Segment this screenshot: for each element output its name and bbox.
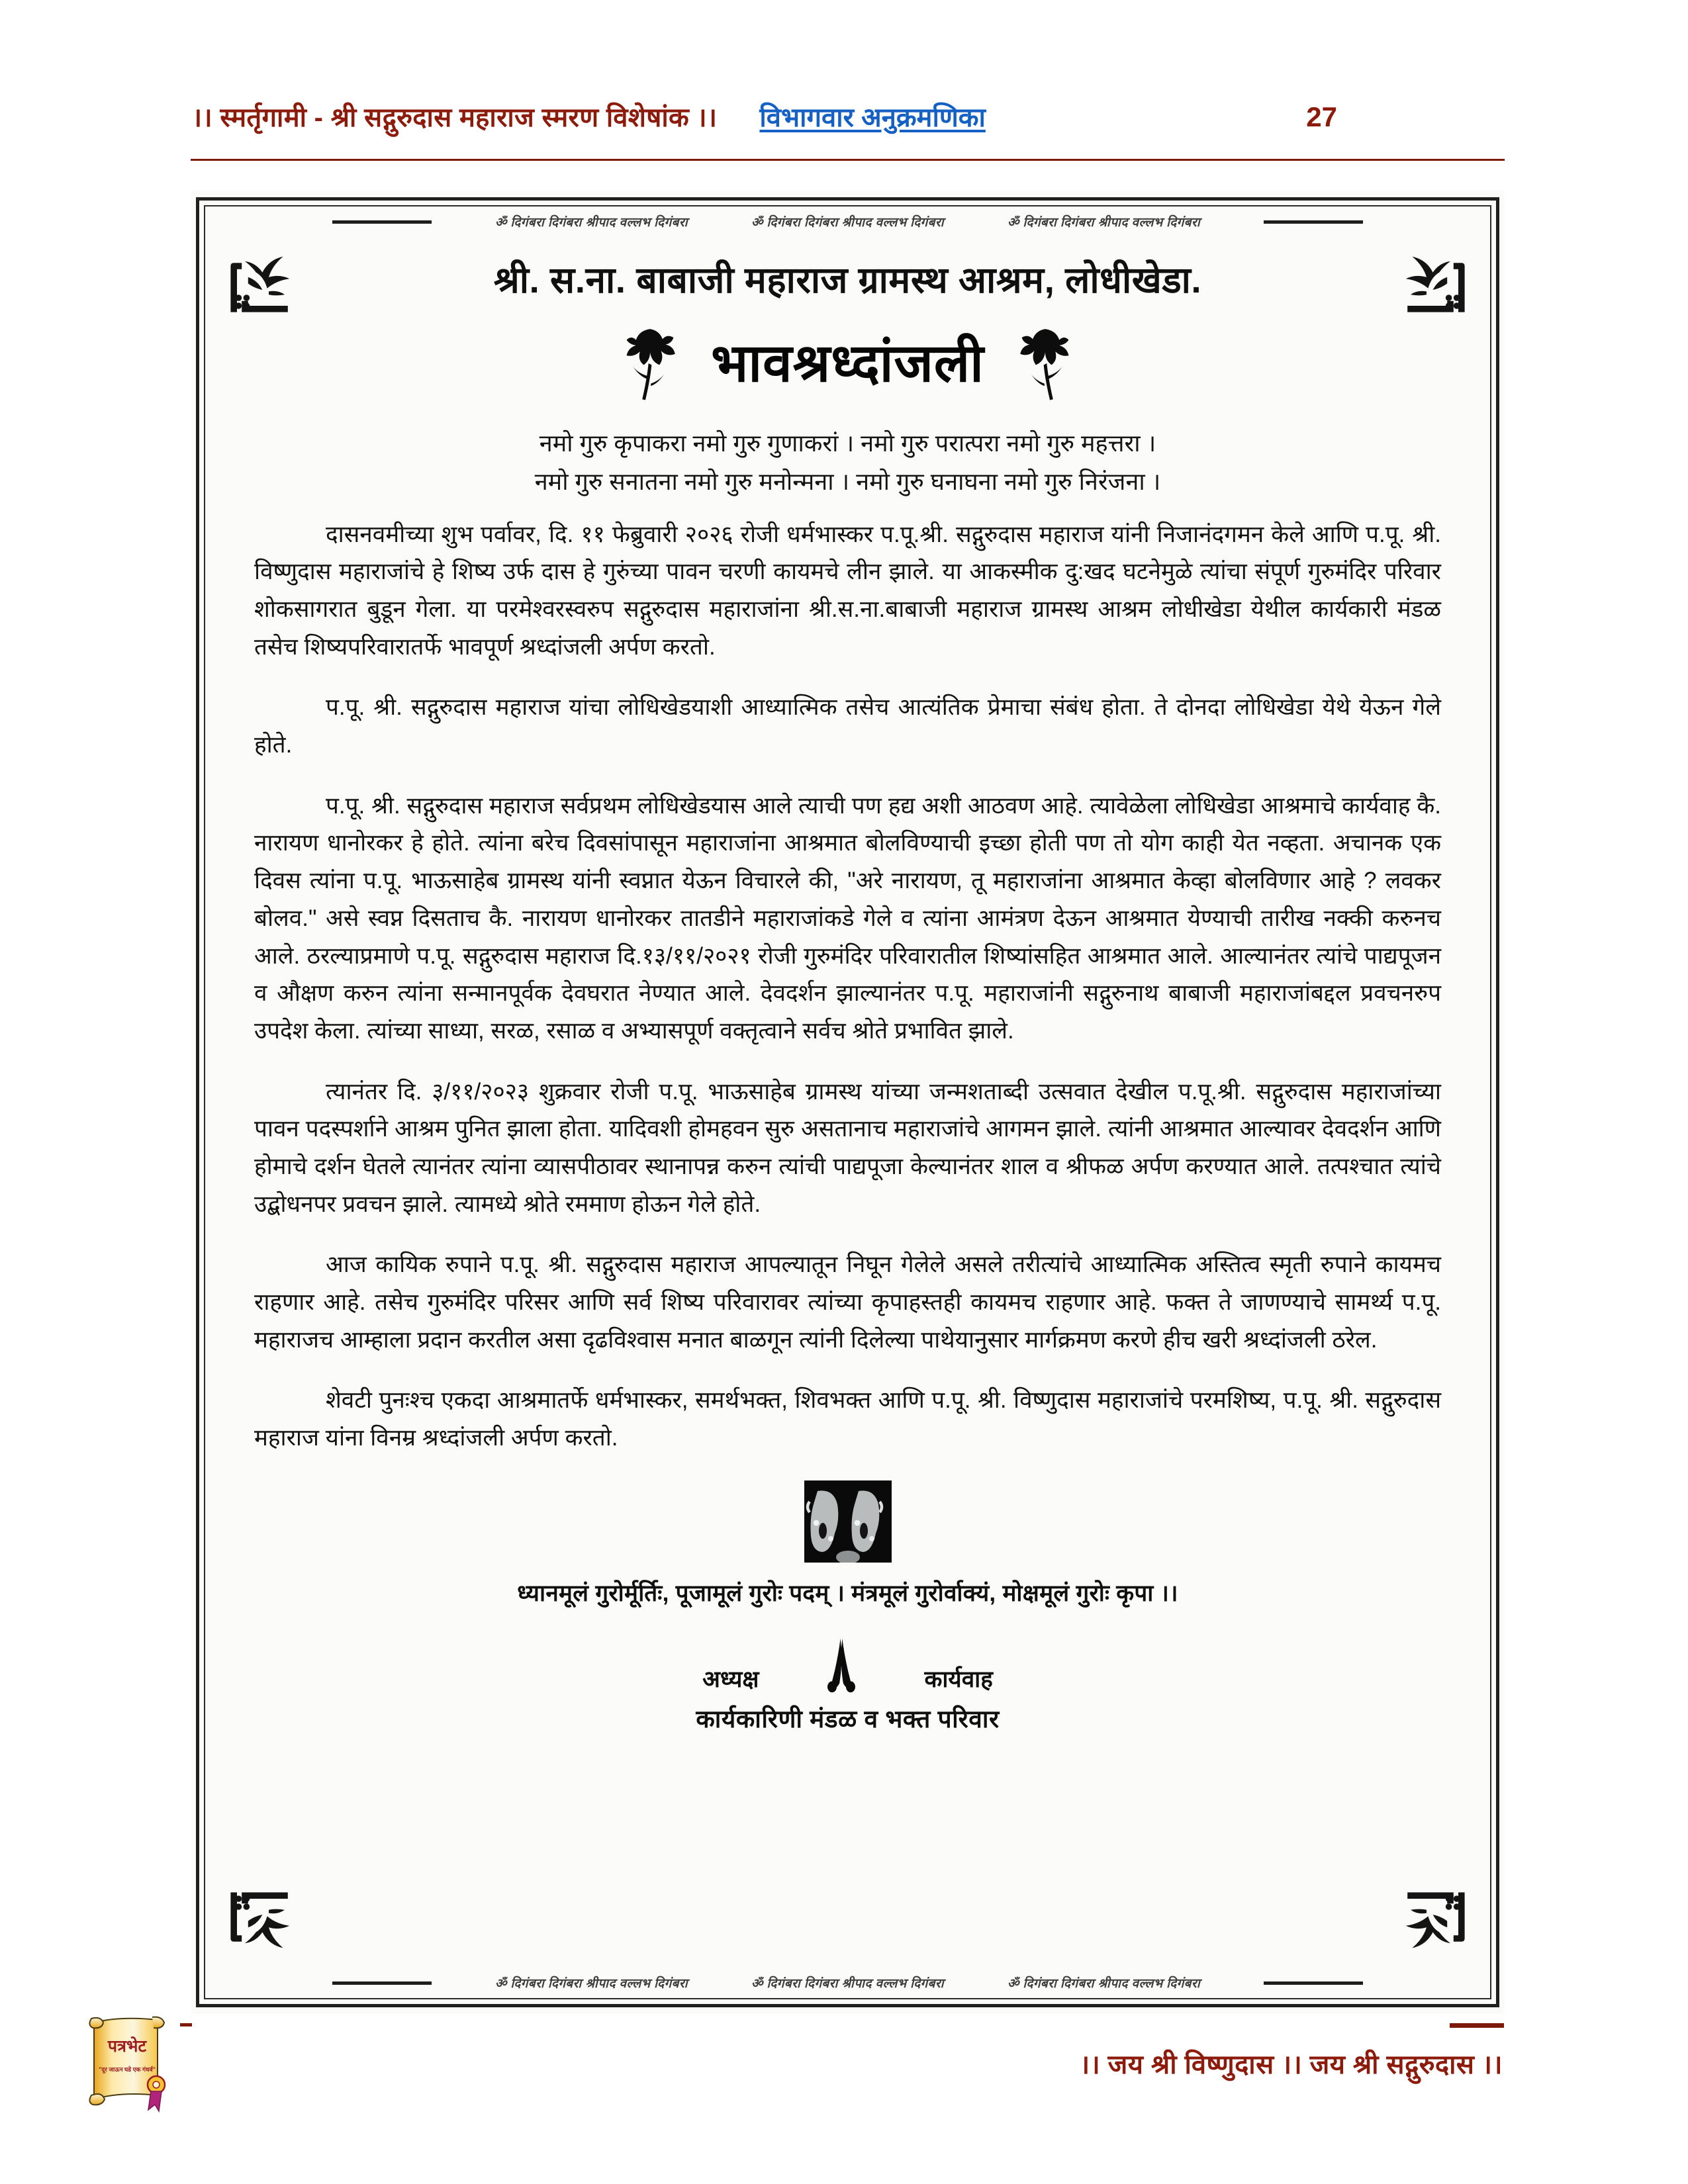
notice-body xyxy=(254,248,1441,1961)
border-mantra-strip-bottom xyxy=(217,1972,1478,1994)
notice-paragraph: शेवटी पुनःश्च एकदा आश्रमातर्फे धर्मभास्कर, समर्थभक्त, शिवभक्त आणि प.पू. श्री. विष्णुदास महाराजांचे परमशिष्य, प.पू. श्री. सद्गुरुदास महाराज यांना विनम्र श्रध्दांजली अर्पण करतो. xyxy=(254,1387,1441,1451)
footer-divider-right xyxy=(1450,2023,1504,2028)
invocation-verses xyxy=(254,424,1441,502)
notice-paragraph: प.पू. श्री. सद्गुरुदास महाराज सर्वप्रथम लोधिखेडयास आले त्याची पण हद्य अशी आठवण आहे. त्यावेळेला लोधिखेडा आश्रमाचे कार्यवाह कै. नारायण धानोरकर हे होते. त्यांना बरेच दिवसांपासून महाराजांना आश्रमात बोलविण्याची इच्छा होती पण तो योग काही येत नव्हता. अचानक एक दिवस त्यांना प.पू. भाऊसाहेब ग्रामस्थ यांनी स्वप्नात येऊन विचारले की, "अरे नारायण, तू महाराजांना आश्रमात केव्हा बोलविणार आहे ? लवकर बोलव." असे स्वप्न दिसताच कै. नारायण धानोरकर तातडीने महाराजांकडे गेले व त्यांना आमंत्रण देऊन आश्रमात येण्याची तारीख नक्की करुनच आले. ठरल्याप्रमाणे प.पू. सद्गुरुदास महाराज दि.१३/११/२०२१ रोजी गुरुमंदिर परिवारातील शिष्यांसहित आश्रमात आले. आल्यानंतर त्यांचे पाद्यपूजन व औक्षण करुन त्यांना सन्मानपूर्वक देवघरात नेण्यात आले. देवदर्शन झाल्यानंतर प.पू. महाराजांनी सद्गुरुनाथ बाबाजी महाराजांबद्दल प्रवचनरुप उपदेश केला. त्यांच्या साध्या, सरळ, रसाळ व अभ्यासपूर्ण वक्तृत्वाने सर्वच श्रोते प्रभावित झाले. xyxy=(254,792,1441,1044)
footer-divider-left xyxy=(180,2023,192,2026)
notice-paragraph: त्यानंतर दि. ३/११/२०२३ शुक्रवार रोजी प.पू. भाऊसाहेब ग्रामस्थ यांच्या जन्मशताब्दी उत्सवात देखील प.पू.श्री. सद्गुरुदास महाराजांच्या पावन पदस्पर्शाने आश्रम पुनित झाला होता. यादिवशी होमहवन सुरु असतानाच महाराजांचे आगमन झाले. त्यांनी आश्रमात आल्यावर देवदर्शन आणि होमाचे दर्शन घेतले त्यानंतर त्यांना व्यासपीठावर स्थानापन्न करुन त्यांची पाद्यपूजा केल्यानंतर शाल व श्रीफळ अर्पण करण्यात आले. तत्पश्चात त्यांचे उद्बोधनपर प्रवचन झाले. त्यामध्ये श्रोते रममाण होऊन गेले होते. xyxy=(254,1078,1441,1217)
border-mantra-text: ॐ दिगंबरा दिगंबरा श्रीपाद वल्लभ दिगंबरा xyxy=(1008,1977,1201,1991)
organization-name: श्री. स.ना. बाबाजी महाराज ग्रामस्थ आश्रम, लोधीखेडा. xyxy=(493,259,1202,300)
signatory-secretary: कार्यवाह xyxy=(924,1666,993,1692)
index-link[interactable]: विभागवार अनुक्रमणिका xyxy=(759,103,986,132)
border-mantra-text: ॐ दिगंबरा दिगंबरा श्रीपाद वल्लभ दिगंबरा xyxy=(494,216,688,230)
mantra-dash-icon xyxy=(332,1981,432,1985)
mantra-dash-icon xyxy=(1264,1981,1363,1985)
folded-hands-namaste-icon xyxy=(822,1639,861,1694)
mantra-dash-icon xyxy=(1264,220,1363,224)
header-row xyxy=(192,98,1503,144)
signatory-row xyxy=(254,1639,1441,1694)
border-mantra-strip-top xyxy=(217,210,1478,233)
border-mantra-text: ॐ दिगंबरा दिगंबरा श्रीपाद वल्लभ दिगंबरा xyxy=(751,216,944,230)
scanned-notice-sheet xyxy=(191,191,1505,2014)
page-number: 27 xyxy=(1306,101,1337,132)
border-mantra-text: ॐ दिगंबरा दिगंबरा श्रीपाद वल्लभ दिगंबरा xyxy=(494,1977,688,1991)
rose-flower-icon xyxy=(618,324,682,402)
logo-title-text: पत्रभेट xyxy=(107,2037,147,2056)
page-header xyxy=(0,0,1688,164)
verse-line: नमो गुरु कृपाकरा नमो गुरु गुणाकरां । नमो गुरु परात्परा नमो गुरु महत्तरा । xyxy=(539,430,1156,457)
committee-line: कार्यकारिणी मंडळ व भक्त परिवार xyxy=(696,1705,1000,1733)
notice-paragraph: आज कायिक रुपाने प.पू. श्री. सद्गुरुदास महाराज आपल्यातून निघून गेलेले असले तरीत्यांचे आध्यात्मिक अस्तित्व स्मृती रुपाने कायमच राहणार आहे. तसेच गुरुमंदिर परिसर आणि सर्व शिष्य परिवारावर त्यांच्या कृपाहस्तही कायमच राहणार आहे. फक्त ते जाणण्याचे सामर्थ्य प.पू. महाराजच आम्हाला प्रदान करतील असा दृढविश्वास मनात बाळगून त्यांनी दिलेल्या पाथेयानुसार मार्गक्रमण करणे हीच खरी श्रध्दांजली ठरेल. xyxy=(254,1251,1441,1353)
page-title: ।। स्मर्तृगामी - श्री सद्गुरुदास महाराज स्मरण विशेषांक ।। xyxy=(192,103,718,132)
signatory-president: अध्यक्ष xyxy=(702,1666,759,1692)
verse-line: नमो गुरु सनातना नमो गुरु मनोन्मना । नमो गुरु घनाघना नमो गुरु निरंजना । xyxy=(534,468,1161,496)
mantra-dash-icon xyxy=(332,220,432,224)
guru-shloka: ध्यानमूलं गुरोर्मूर्तिः, पूजामूलं गुरोः पदम् । मंत्रमूलं गुरोर्वाक्यं, मोक्षमूलं गुरोः कृपा ।। xyxy=(517,1580,1178,1606)
border-mantra-text: ॐ दिगंबरा दिगंबरा श्रीपाद वल्लभ दिगंबरा xyxy=(1008,216,1201,230)
paduka-footprints-photo xyxy=(804,1480,892,1563)
header-divider xyxy=(191,159,1505,161)
notice-paragraph: प.पू. श्री. सद्गुरुदास महाराज यांचा लोधिखेडयाशी आध्यात्मिक तसेच आत्यंतिक प्रेमाचा संबंध होता. ते दोनदा लोधिखेडा येथे येऊन गेले होते. xyxy=(254,694,1441,758)
rose-flower-icon xyxy=(1013,324,1077,402)
logo-tagline-text: "दूर जाऊन घडे एक गंधर्व" xyxy=(99,2066,156,2073)
notice-paragraph: दासनवमीच्या शुभ पर्वावर, दि. ११ फेब्रुवारी २०२६ रोजी धर्मभास्कर प.पू.श्री. सद्गुरुदास महाराज यांनी निजानंदगमन केले आणि प.पू. श्री. विष्णुदास महाराजांचे हे शिष्य उर्फ दास हे गुरुंच्या पावन चरणी कायमचे लीन झाले. या आकस्मीक दु:खद घटनेमुळे त्यांचा संपूर्ण गुरुमंदिर परिवार शोकसागरात बुडून गेला. या परमेश्वरस्वरुप सद्गुरुदास महाराजांना श्री.स.ना.बाबाजी महाराज ग्रामस्थ आश्रम लोधीखेडा येथील कार्यकारी मंडळ तसेच शिष्यपरिवारातर्फे भावपूर्ण श्रध्दांजली अर्पण करतो. xyxy=(254,521,1441,660)
title-row xyxy=(254,320,1441,407)
patrabhet-scroll-logo[interactable] xyxy=(74,2011,172,2136)
notice-main-title: भावश्रध्दांजली xyxy=(711,334,984,392)
footer-jai-text: ।। जय श्री विष्णुदास ।। जय श्री सद्गुरुदास ।। xyxy=(1080,2050,1503,2079)
border-mantra-text: ॐ दिगंबरा दिगंबरा श्रीपाद वल्लभ दिगंबरा xyxy=(751,1977,944,1991)
paduka-photo-wrap xyxy=(254,1480,1441,1563)
